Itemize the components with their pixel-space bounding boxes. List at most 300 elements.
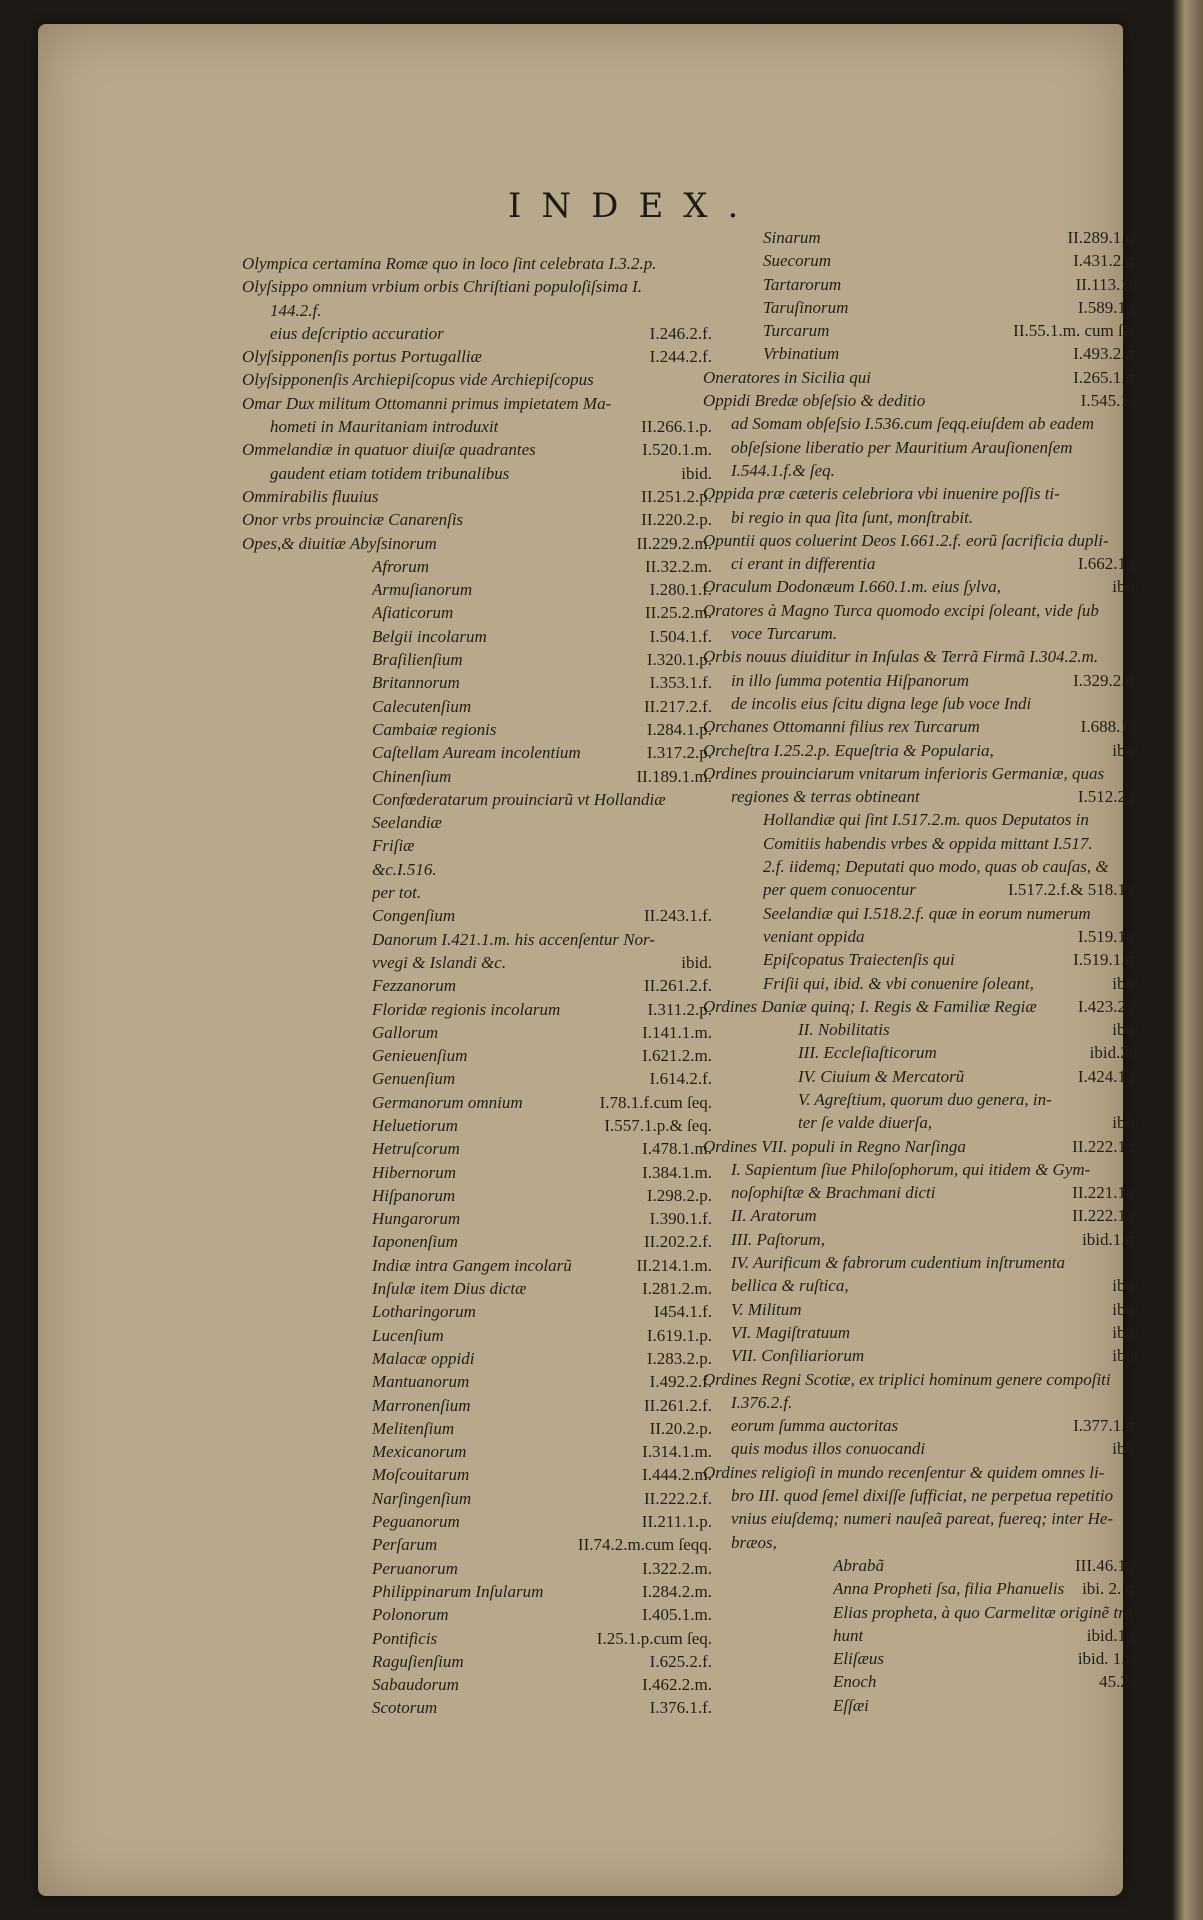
index-entry [703, 273, 1143, 296]
index-entry [242, 1580, 712, 1603]
index-entry-ref: I.78.1.f.cum ſeq. [599, 1092, 712, 1112]
index-entry [703, 739, 1143, 762]
index-entry [703, 1647, 1143, 1670]
index-entry [703, 1461, 1143, 1484]
index-entry [703, 1694, 1143, 1717]
index-entry-ref: ibid. [681, 952, 712, 972]
index-entry-ref: ibid. 1.m. [1077, 1649, 1143, 1669]
index-entry-text: Hiſpanorum [372, 1185, 456, 1205]
index-entry-ref: I.520.1.m. [642, 440, 712, 460]
index-entry-text: hometi in Mauritaniam introduxit [270, 417, 499, 437]
index-entry [703, 459, 1143, 482]
index-entry-text: per quem conuocentur [763, 880, 916, 900]
index-entry-ref: ibi. 2. m. [1082, 1579, 1143, 1599]
index-entry-text: Melitenſium [372, 1418, 455, 1438]
index-entry-text: ter ſe valde diuerſa, [798, 1113, 933, 1133]
index-entry-ref: II.251.2.p. [641, 486, 712, 506]
index-entry-text: Omar Dux militum Ottomanni primus impietatem Ma- [242, 393, 612, 413]
index-entry [703, 1601, 1143, 1624]
index-entry [242, 1300, 712, 1323]
index-entry-text: I. Sapientum ſiue Philoſophorum, qui itidem & Gym- [731, 1159, 1091, 1179]
index-entry-text: obſeſsione liberatio per Mauritium Arauſionenſem [731, 437, 1073, 457]
index-entry [703, 506, 1143, 529]
index-entry-ref: I.557.1.p.& ſeq. [604, 1115, 712, 1135]
index-entry [242, 1627, 712, 1650]
index-entry-ref: II.266.1.p. [641, 417, 712, 437]
index-entry [242, 1603, 712, 1626]
index-entry-text: gaudent etiam totidem tribunalibus [270, 463, 510, 483]
index-entry [242, 741, 712, 764]
index-entry-text: IV. Aurificum & fabrorum cudentium inſtrumenta [731, 1253, 1066, 1273]
index-entry [242, 1091, 712, 1114]
index-entry [242, 1230, 712, 1253]
index-entry-ref: II.261.2.f. [644, 976, 712, 996]
index-entry [242, 974, 712, 997]
index-entry-ref: I.320.1.p. [646, 650, 712, 670]
index-entry-ref: I.619.1.p. [646, 1325, 712, 1345]
index-entry [703, 878, 1143, 901]
index-entry-text: Sinarum [763, 228, 821, 247]
index-entry [242, 904, 712, 927]
index-entry [703, 599, 1143, 622]
index-entry-text: voce Turcarum. [731, 624, 838, 644]
index-entry [703, 249, 1143, 272]
index-entry-text: II. Nobilitatis [798, 1020, 890, 1040]
index-entry-ref: II.20.2.p. [649, 1418, 712, 1438]
index-entry-text: Hungarorum [372, 1209, 461, 1229]
index-entry [703, 1228, 1143, 1251]
index-entry-ref: I.377.1.m. [1073, 1416, 1143, 1436]
index-entry [703, 226, 1143, 249]
index-entry-text: Aſiaticorum [372, 603, 454, 623]
index-entry [703, 319, 1143, 342]
index-entry-text: Indiæ intra Gangem incolarũ [372, 1255, 572, 1275]
index-entry [242, 834, 712, 857]
index-entry-text: Ordines VII. populi in Regno Narſinga [703, 1136, 966, 1156]
index-entry-ref: I.265.1.m. [1073, 367, 1143, 387]
index-entry-ref: I.462.2.m. [642, 1675, 712, 1695]
index-entry-ref: I.431.2.m. [1073, 251, 1143, 271]
index-entry [703, 529, 1143, 552]
index-entry-ref: I.280.1.f. [649, 580, 712, 600]
index-entry-ref: II.289.1.m. [1067, 228, 1143, 247]
index-entry [703, 855, 1143, 878]
index-entry [703, 1111, 1143, 1134]
index-entry-ref: I.625.2.f. [649, 1651, 712, 1671]
index-entry-ref: ibid. [1112, 1299, 1143, 1319]
index-entry-ref: I.281.2.m. [642, 1279, 712, 1299]
index-entry-ref: I.317.2.p. [646, 743, 712, 763]
index-entry-ref: I.517.2.f.& 518.1.p. [1007, 880, 1143, 900]
index-entry-text: Eliſæus [833, 1649, 885, 1669]
index-entry-text: Narſingenſium [372, 1488, 472, 1508]
index-entry-text: Genieuenſium [372, 1046, 468, 1066]
index-entry [703, 1531, 1143, 1554]
index-entry-ref: I.405.1.m. [642, 1605, 712, 1625]
index-entry-text: Sabaudorum [372, 1675, 459, 1695]
index-entry-ref: I.25.1.p.cum ſeq. [596, 1628, 712, 1648]
index-entry [703, 1041, 1143, 1064]
index-entry-ref: I.390.1.f. [649, 1209, 712, 1229]
index-entry-ref: I.298.2.p. [646, 1185, 712, 1205]
index-entry [242, 252, 712, 275]
index-entry [703, 1554, 1143, 1577]
index-entry-ref: II.202.2.f. [644, 1232, 712, 1252]
index-entry-ref: II.229.2.m. [636, 533, 712, 553]
index-entry-text: Pontificis [372, 1628, 438, 1648]
index-entry-text: Gallorum [372, 1022, 439, 1042]
index-entry-ref: II.214.1.m. [636, 1255, 712, 1275]
index-entry-ref: I.688.1.f. [1080, 717, 1143, 737]
index-entry [703, 1437, 1143, 1460]
index-entry [703, 1321, 1143, 1344]
index-entry [242, 1696, 712, 1719]
index-entry-text: eorum ſumma auctoritas [731, 1416, 899, 1436]
index-entry-text: Malacæ oppidi [372, 1348, 475, 1368]
index-entry-text: de incolis eius ſcitu digna lege ſub voce Indi [731, 693, 1032, 713]
index-entry [242, 1347, 712, 1370]
index-entry-text: &c.I.516. [372, 859, 437, 879]
index-entry-ref: I.504.1.f. [649, 626, 712, 646]
index-entry-ref: I.314.1.m. [642, 1442, 712, 1462]
index-entry [703, 342, 1143, 365]
index-entry-text: Calecutenſium [372, 696, 472, 716]
index-entry-text: eius deſcriptio accuratior [270, 323, 444, 343]
index-entry-text: 144.2.f. [270, 300, 322, 320]
index-entry-text: Hibernorum [372, 1162, 457, 1182]
index-entry-ref: I.384.1.m. [642, 1162, 712, 1182]
index-entry-ref: ibid. [1112, 1439, 1143, 1459]
index-entry-ref: II.55.1.m. cum ſeq. [1013, 321, 1143, 341]
index-entry [242, 415, 712, 438]
index-entry [242, 462, 712, 485]
index-entry [242, 1533, 712, 1556]
index-entry [703, 948, 1143, 971]
index-entry-text: Chinenſium [372, 766, 452, 786]
index-entry-text: Braſilienſium [372, 650, 463, 670]
index-entry-text: in illo ſumma potentia Hiſpanorum [731, 670, 969, 690]
index-entry-text: ad Somam obſeſsio I.536.cum ſeqq.eiuſdem ab eadem [731, 414, 1095, 434]
index-entry-ref: II.25.2.m. [644, 603, 712, 623]
index-entry-text: Hollandiæ qui ſint I.517.2.m. quos Deputatos in [763, 810, 1089, 830]
index-entry-ref: ibid.1.m. [1082, 1229, 1143, 1249]
index-entry-ref: III.46.1.p. [1075, 1555, 1143, 1575]
index-entry [703, 1484, 1143, 1507]
index-entry-text: Tartarorum [763, 274, 842, 294]
index-entry-text: Turcarum [763, 321, 830, 341]
index-entry-ref: I.424.1.p. [1077, 1066, 1143, 1086]
index-entry [242, 1067, 712, 1090]
index-entry-ref: I.614.2.f. [649, 1069, 712, 1089]
index-entry-ref: II.222.1.p. [1072, 1206, 1143, 1226]
index-entry-text: Oraculum Dodonæum I.660.1.m. eius ſylva, [703, 577, 1001, 597]
index-entry [703, 1135, 1143, 1158]
index-entry-text: Epiſcopatus Traiectenſis qui [763, 950, 955, 970]
index-entry-text: Peruanorum [372, 1558, 458, 1578]
index-entry-ref: ibid. [1112, 1113, 1143, 1133]
index-entry-text: Elias propheta, à quo Carmelitæ originẽ tra- [833, 1602, 1139, 1622]
index-entry-text: Iaponenſium [372, 1232, 458, 1252]
index-entry [242, 625, 712, 648]
index-entry-text: regiones & terras obtineant [731, 787, 920, 807]
index-entry-ref: II.222.1.p. [1072, 1136, 1143, 1156]
index-entry-text: Orchanes Ottomanni filius rex Turcarum [703, 717, 980, 737]
index-entry [242, 299, 712, 322]
index-entry-text: I.376.2.f. [731, 1392, 793, 1412]
index-entry-text: Olyſsipponenſis Archiepiſcopus vide Archiepiſcopus [242, 370, 594, 390]
index-entry-ref: II.261.2.f. [644, 1395, 712, 1415]
index-entry-text: Polonorum [372, 1605, 449, 1625]
index-entry [703, 1507, 1143, 1530]
index-entry-text: bræos, [731, 1532, 777, 1552]
index-entry [703, 552, 1143, 575]
index-entry-text: veniant oppida [763, 926, 865, 946]
index-entry [242, 1277, 712, 1300]
index-entry [242, 322, 712, 345]
index-entry-text: Opes,& diuitiæ Abyſsinorum [242, 533, 437, 553]
index-entry-ref: I.519.1.p. [1077, 926, 1143, 946]
index-entry [703, 715, 1143, 738]
index-entry-text: Ommirabilis fluuius [242, 486, 379, 506]
index-entry [703, 389, 1143, 412]
index-entry [242, 998, 712, 1021]
index-entry-text: Ordines Daniæ quinq; I. Regis & Familiæ Regiæ [703, 996, 1037, 1016]
index-entry-text: Mantuanorum [372, 1372, 470, 1392]
index-entry-text: Moſcouitarum [372, 1465, 470, 1485]
facing-page-edge [1173, 0, 1203, 1920]
index-entry [703, 1251, 1143, 1274]
index-entry-text: Lotharingorum [372, 1302, 476, 1322]
index-entry [242, 1650, 712, 1673]
index-entry-text: per tot. [372, 883, 422, 903]
index-entry-text: Friſii qui, ibid. & vbi conuenire ſoleant, [763, 973, 1034, 993]
index-entry-text: Ordines prouinciarum vnitarum inferioris Germaniæ, quas [703, 763, 1105, 783]
index-entry-text: Scotorum [372, 1698, 438, 1718]
index-entry-text: vnius eiuſdemq; numeri nauſeã pareat, fuereq; inter He- [731, 1509, 1114, 1529]
index-entry-text: Orcheſtra I.25.2.p. Equeſtria & Popularia, [703, 740, 994, 760]
index-entry-text: VI. Magiſtratuum [731, 1322, 850, 1342]
index-entry [242, 1487, 712, 1510]
index-entry-text: Ordines Regni Scotiæ, ex triplici hominum genere compoſiti [703, 1369, 1111, 1389]
index-entry-text: noſophiſtæ & Brachmani dicti [731, 1183, 936, 1203]
index-entry-ref: II.221.1.p. [1072, 1183, 1143, 1203]
index-entry-ref: I.141.1.m. [642, 1022, 712, 1042]
index-entry-ref: I.423.2.p. [1077, 996, 1143, 1016]
index-entry-ref: I.283.2.p. [646, 1348, 712, 1368]
index-entry-text: Floridæ regionis incolarum [372, 999, 561, 1019]
index-entry [703, 995, 1143, 1018]
index-entry-text: III. Paſtorum, [731, 1229, 825, 1249]
index-entry-ref: II.220.2.p. [641, 510, 712, 530]
index-entry [242, 532, 712, 555]
index-entry [242, 345, 712, 368]
index-entry-ref: ibid. [1112, 1322, 1143, 1342]
index-entry [242, 368, 712, 391]
index-entry-ref: I.311.2.p. [647, 999, 712, 1019]
index-entry [242, 858, 712, 881]
index-entry [242, 695, 712, 718]
index-entry-text: Oppida præ cæteris celebriora vbi inuenire poſſis ti- [703, 484, 1060, 504]
index-entry [703, 808, 1143, 831]
index-entry [703, 1065, 1143, 1088]
index-entry-ref: I.512.2.p. [1077, 787, 1143, 807]
index-entry [703, 692, 1143, 715]
index-entry-ref: I.322.2.m. [642, 1558, 712, 1578]
index-entry [242, 275, 712, 298]
index-entry-ref: II.243.1.f. [644, 906, 712, 926]
index-entry-text: Friſiæ [372, 836, 415, 856]
index-entry-text: Oratores à Magno Turca quomodo excipi ſoleant, vide ſub [703, 600, 1099, 620]
index-entry [242, 1463, 712, 1486]
index-entry-text: Congenſium [372, 906, 456, 926]
index-entry-text: Olympica certamina Romæ quo in loco ſint celebrata I.3.2.p. [242, 254, 657, 273]
index-entry-text: Ordines religioſi in mundo recenſentur & quidem omnes li- [703, 1462, 1105, 1482]
index-entry-ref: II.211.1.p. [641, 1512, 712, 1532]
index-entry-text: Seelandiæ qui I.518.2.f. quæ in eorum numerum [763, 903, 1091, 923]
index-entry-text: V. Agreſtium, quorum duo genera, in- [798, 1089, 1052, 1109]
index-entry [703, 1344, 1143, 1367]
index-entry-text: Raguſienſium [372, 1651, 464, 1671]
index-entry-text: Afrorum [372, 556, 429, 576]
index-entry-ref: II.32.2.m. [644, 556, 712, 576]
index-entry-text: IV. Ciuium & Mercatorũ [798, 1066, 965, 1086]
index-entry [242, 1021, 712, 1044]
index-entry [242, 648, 712, 671]
index-entry-ref: ibid.2.f. [1089, 1043, 1143, 1063]
index-entry-ref: ibid. [1112, 577, 1143, 597]
index-entry-text: Cambaiæ regionis [372, 719, 497, 739]
index-entry [703, 1158, 1143, 1181]
index-entry [703, 669, 1143, 692]
index-entry [242, 1254, 712, 1277]
index-entry [703, 1670, 1143, 1693]
index-entry-text: hunt [833, 1625, 864, 1645]
index-entry [703, 972, 1143, 995]
index-entry-text: Ommelandiæ in quatuor diuiſæ quadrantes [242, 440, 536, 460]
index-entry [703, 832, 1143, 855]
index-entry-ref: ibid. [1112, 1276, 1143, 1296]
index-entry-text: Eſſæi [833, 1695, 869, 1715]
index-entry-text: ci erant in differentia [731, 554, 876, 574]
index-entry [703, 1577, 1143, 1600]
index-entry-ref: 45.2.f. [1099, 1672, 1143, 1692]
index-entry-ref: II.113.1.f. [1075, 274, 1143, 294]
index-entry-ref: I.519.1.m. [1073, 950, 1143, 970]
index-entry [242, 671, 712, 694]
index-entry [242, 1394, 712, 1417]
index-entry [242, 1137, 712, 1160]
index-entry-ref: ibid. [1112, 973, 1143, 993]
index-entry [242, 1673, 712, 1696]
index-entry-text: II. Aratorum [731, 1206, 817, 1226]
index-entry [242, 811, 712, 834]
index-entry [242, 392, 712, 415]
index-entry-text: Vrbinatium [763, 344, 840, 364]
index-entry [242, 718, 712, 741]
index-entry [242, 881, 712, 904]
index-entry-ref: I.284.2.m. [642, 1581, 712, 1601]
index-entry-text: Peguanorum [372, 1512, 460, 1532]
index-entry-ref: I454.1.f. [653, 1302, 712, 1322]
index-entry-text: Opuntii quos coluerint Deos I.661.2.f. eorũ ſacrificia dupli- [703, 530, 1109, 550]
index-entry [242, 788, 712, 811]
index-entry [242, 1114, 712, 1137]
index-entry [242, 578, 712, 601]
index-entry [703, 785, 1143, 808]
index-entry [242, 1557, 712, 1580]
index-entry-text: bi regio in qua ſita ſunt, monſtrabit. [731, 507, 974, 527]
index-entry [703, 925, 1143, 948]
index-entry-ref: II.217.2.f. [644, 696, 712, 716]
index-entry [242, 1324, 712, 1347]
index-entry-text: Suecorum [763, 251, 831, 271]
index-entry [703, 1088, 1143, 1111]
index-entry [703, 1018, 1143, 1041]
index-entry-ref: ibid. [1112, 740, 1143, 760]
index-entry [703, 412, 1143, 435]
index-entry-text: Enoch [833, 1672, 877, 1692]
index-entry-text: Olyſsippo omnium vrbium orbis Chriſtiani populoſiſsima I. [242, 277, 642, 297]
index-entry-text: III. Eccleſiaſticorum [798, 1043, 937, 1063]
index-entry-text: bellica & ruſtica, [731, 1276, 849, 1296]
index-entry-ref: ibid.1.p. [1086, 1625, 1143, 1645]
index-entry [703, 645, 1143, 668]
index-entry [703, 296, 1143, 319]
index-entry-ref: I.246.2.f. [649, 323, 712, 343]
index-entry [703, 762, 1143, 785]
index-entry-text: Oppidi Bredæ obſeſsio & deditio [703, 391, 926, 411]
index-entry-text: bro III. quod ſemel dixiſſe ſufficiat, ne perpetua repetitio [731, 1486, 1114, 1506]
index-entry-text: Fezzanorum [372, 976, 457, 996]
index-entry [703, 1624, 1143, 1647]
index-entry-text: Heluetiorum [372, 1115, 458, 1135]
page-header: INDEX. [508, 186, 759, 226]
index-entry [703, 1391, 1143, 1414]
index-entry-ref: I.444.2.m. [642, 1465, 712, 1485]
index-entry-ref: I.493.2.m. [1073, 344, 1143, 364]
index-entry [703, 1414, 1143, 1437]
index-entry-text: Confœderatarum prouinciarũ vt Hollandiæ [372, 789, 666, 809]
index-entry [242, 1440, 712, 1463]
index-entry-ref: ibid. [681, 463, 712, 483]
index-entry [703, 436, 1143, 459]
index-entry-text: Danorum I.421.1.m. his accenſentur Nor- [372, 929, 655, 949]
index-entry [703, 1298, 1143, 1321]
index-entry [242, 485, 712, 508]
index-entry-text: Mexicanorum [372, 1442, 467, 1462]
index-entry [242, 1370, 712, 1393]
index-entry-ref: I.284.1.p. [646, 719, 712, 739]
index-entry-ref: I.329.2.m. [1073, 670, 1143, 690]
index-entry-text: vvegi & Islandi &c. [372, 952, 507, 972]
index-entry [242, 555, 712, 578]
index-entry-ref: I.662.1.p. [1077, 554, 1143, 574]
index-entry [703, 1181, 1143, 1204]
index-entry [703, 366, 1143, 389]
index-entry-text: Caſtellam Auream incolentium [372, 743, 581, 763]
index-entry-text: Marronenſium [372, 1395, 471, 1415]
index-entry-ref: I.589.1.p. [1077, 297, 1143, 317]
index-entry-text: Abrabã [833, 1555, 884, 1575]
index-entry-text: quis modus illos conuocandi [731, 1439, 926, 1459]
index-entry-text: V. Militum [731, 1299, 802, 1319]
index-entry [703, 1204, 1143, 1227]
index-entry [242, 1207, 712, 1230]
left-column [242, 252, 712, 1720]
index-entry-ref: I.545.1.f. [1080, 391, 1143, 411]
index-entry [242, 765, 712, 788]
index-entry-text: Onor vrbs prouinciæ Canarenſis [242, 510, 464, 530]
